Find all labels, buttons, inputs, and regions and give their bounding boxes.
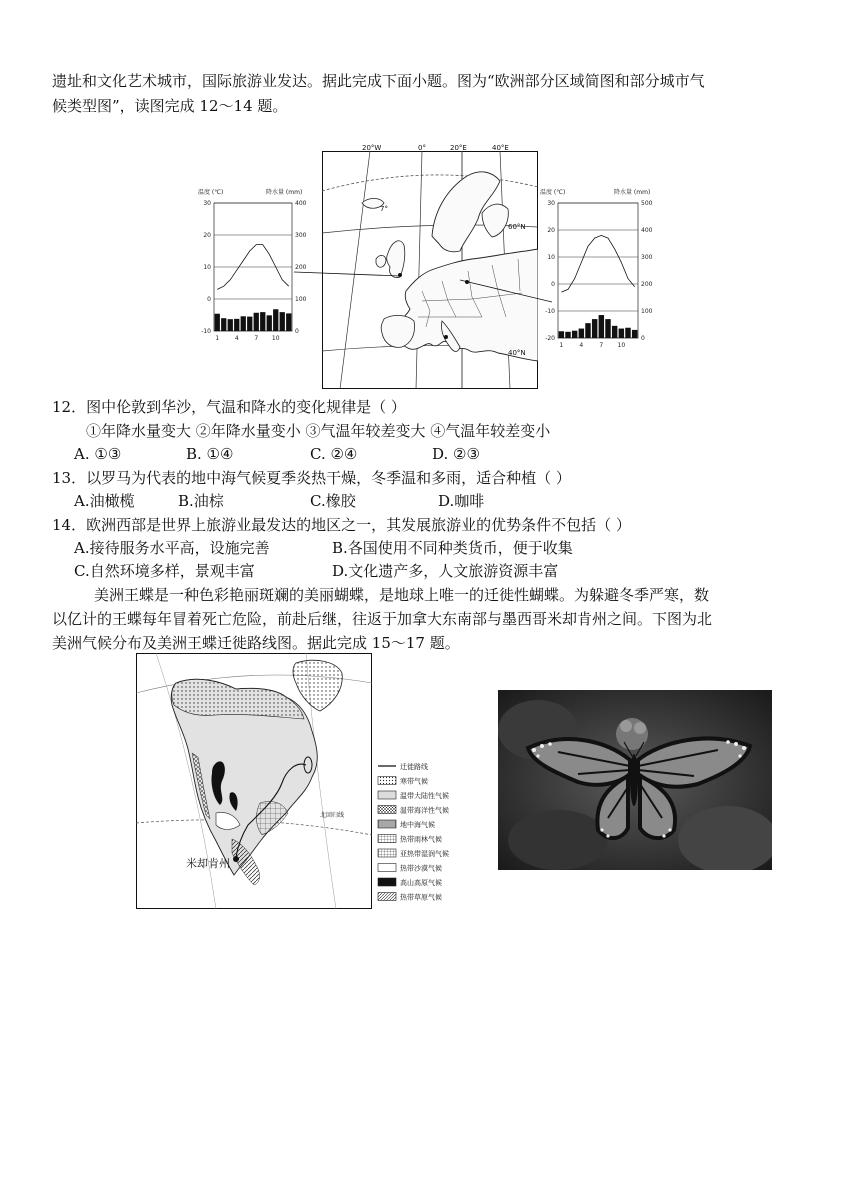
q12-stem: 12．图中伦敦到华沙，气温和降水的变化规律是（ ）	[52, 398, 406, 416]
right-chart-precip-tick: 0	[641, 335, 645, 342]
passage-line-1: 美洲王蝶是一种色彩艳丽斑斓的美丽蝴蝶，是地球上唯一的迁徙性蝴蝶。为躲避冬季严寒，数	[94, 586, 710, 604]
right-chart-temp-tick: 30	[547, 200, 555, 207]
passage-line-3: 美洲气候分布及美洲王蝶迁徙路线图。据此完成 15～17 题。	[52, 634, 460, 652]
left-chart-precip-bar	[234, 319, 239, 331]
right-chart-precip-tick: 200	[641, 281, 653, 288]
left-chart-precip-tick: 400	[295, 200, 307, 207]
left-chart-precip-bar	[286, 313, 291, 331]
q12-option-a: A. ①③	[74, 445, 122, 463]
left-chart-precip-bar	[273, 309, 278, 331]
map-inner-label: 7°	[380, 205, 388, 213]
left-chart-month-tick: 10	[271, 335, 280, 342]
right-chart-temp-tick: -10	[545, 308, 555, 315]
left-chart-temp-tick: 0	[207, 296, 211, 303]
q13-option-a: A.油橄榄	[74, 492, 135, 510]
right-chart-precip-bar	[625, 328, 630, 338]
left-precip-axis-label: 降水量 (mm)	[266, 189, 303, 196]
legend-label: 亚热带湿润气候	[400, 850, 449, 858]
right-chart-precip-bar	[612, 326, 617, 338]
left-chart-precip-tick: 200	[295, 264, 307, 271]
right-chart-precip-tick: 300	[641, 254, 653, 261]
lon-label-40e: 40°E	[492, 144, 509, 152]
left-chart-month-tick: 4	[234, 335, 239, 342]
passage-line-2: 以亿计的王蝶每年冒着死亡危险，前赴后继，往返于加拿大东南部与墨西哥米却肯州之间。下图为北	[52, 610, 713, 628]
right-chart-precip-bar	[632, 330, 637, 338]
tropic-label: 北回归线	[320, 812, 345, 819]
left-chart-precip-bar	[267, 315, 272, 331]
q14-stem: 14．欧洲西部是世界上旅游业最发达的地区之一，其发展旅游业的优势条件不包括（ ）	[52, 516, 631, 534]
right-chart-temp-line	[561, 235, 634, 292]
legend-swatch	[378, 893, 396, 901]
lat-label-40n: 40°N	[508, 349, 526, 357]
left-chart-temp-tick: -10	[201, 328, 211, 335]
right-chart-month-tick: 1	[559, 342, 564, 348]
q14-option-a: A.接待服务水平高，设施完善	[74, 539, 270, 557]
legend-swatch	[378, 864, 396, 872]
right-precip-axis-label: 降水量 (mm)	[614, 189, 651, 196]
legend-label: 热带草原气候	[400, 893, 442, 902]
q12-option-c: C. ②④	[310, 445, 358, 463]
left-chart-precip-bar	[228, 319, 233, 331]
right-temp-axis-label: 温度 (℃)	[540, 189, 566, 196]
michoacan-label: 米却肯州	[186, 857, 230, 870]
left-chart-precip-bar	[254, 313, 259, 331]
left-chart-temp-tick: 30	[203, 200, 211, 207]
north-america-map	[136, 653, 372, 909]
legend-swatch	[378, 791, 396, 799]
left-chart-precip-tick: 0	[295, 328, 299, 335]
right-chart-precip-bar	[585, 323, 590, 338]
right-chart-precip-bar	[565, 332, 570, 338]
right-chart-temp-tick: -20	[545, 335, 555, 342]
legend-label: 寒带气候	[400, 777, 428, 786]
q13-option-c: C.橡胶	[310, 492, 356, 510]
left-chart-precip-bar	[280, 312, 285, 331]
right-chart-temp-tick: 0	[551, 281, 555, 288]
legend-swatch	[378, 835, 396, 843]
climate-legend	[376, 758, 492, 908]
right-chart-plot-frame	[558, 203, 638, 338]
left-chart-precip-bar	[221, 318, 226, 331]
left-chart-precip-bar	[260, 312, 265, 331]
intro-line-2: 候类型图”，读图完成 12～14 题。	[52, 97, 288, 115]
legend-label: 温带大陆性气候	[400, 792, 449, 800]
right-chart-precip-tick: 500	[641, 200, 653, 207]
connector-lines	[290, 260, 560, 310]
left-chart-month-tick: 7	[254, 335, 259, 342]
lat-label-60n: 60°N	[508, 223, 526, 231]
right-chart-precip-tick: 100	[641, 308, 653, 315]
right-chart-precip-bar	[599, 315, 604, 338]
left-chart-precip-tick: 300	[295, 232, 307, 239]
right-chart-precip-bar	[605, 319, 610, 338]
left-chart-precip-tick: 100	[295, 296, 307, 303]
legend-label: 热带雨林气候	[400, 835, 442, 844]
left-chart-temp-tick: 10	[203, 264, 211, 271]
right-chart-temp-tick: 10	[547, 254, 555, 261]
left-temp-axis-label: 温度 (℃)	[198, 189, 224, 196]
right-chart-precip-bar	[619, 329, 624, 338]
intro-line-1: 遗址和文化艺术城市，国际旅游业发达。据此完成下面小题。图为“欧洲部分区域简图和部分城市气	[52, 72, 705, 90]
legend-swatch	[378, 806, 396, 814]
right-chart-precip-tick: 400	[641, 227, 653, 234]
legend-label: 温带海洋性气候	[400, 806, 449, 815]
right-chart-month-tick: 10	[617, 342, 626, 348]
lon-label-0: 0°	[418, 144, 426, 152]
lon-label-20e: 20°E	[450, 144, 467, 152]
q13-option-d: D.咖啡	[438, 492, 485, 510]
right-chart-precip-bar	[559, 331, 564, 338]
left-chart-temp-tick: 20	[203, 232, 211, 239]
q14-option-d: D.文化遗产多，人文旅游资源丰富	[332, 562, 559, 580]
q12-option-b: B. ①④	[186, 445, 234, 463]
right-climate-chart	[538, 186, 660, 348]
legend-swatch	[378, 777, 396, 785]
right-chart-month-tick: 7	[599, 342, 604, 348]
q13-stem: 13．以罗马为代表的地中海气候夏季炎热干燥，冬季温和多雨，适合种植（ ）	[52, 469, 571, 487]
legend-label: 高山高原气候	[400, 879, 442, 887]
legend-swatch	[378, 878, 396, 886]
legend-label: 迁徙路线	[400, 763, 428, 771]
q14-option-c: C.自然环境多样，景观丰富	[74, 562, 255, 580]
left-chart-month-tick: 1	[215, 335, 220, 342]
legend-swatch	[378, 849, 396, 857]
lon-label-20w: 20°W	[362, 144, 382, 152]
right-chart-precip-bar	[572, 331, 577, 338]
right-chart-month-tick: 4	[579, 342, 584, 348]
right-chart-precip-bar	[592, 319, 597, 338]
legend-swatch	[378, 820, 396, 828]
q12-items: ①年降水量变大 ②年降水量变小 ③气温年较差变大 ④气温年较差变小	[86, 422, 551, 440]
right-chart-precip-bar	[579, 329, 584, 338]
right-chart-temp-tick: 20	[547, 227, 555, 234]
monarch-butterfly-photo	[498, 690, 772, 870]
legend-label: 热带沙漠气候	[400, 864, 442, 873]
q14-option-b: B.各国使用不同种类货币，便于收集	[332, 539, 573, 557]
left-chart-precip-bar	[241, 316, 246, 331]
left-chart-precip-bar	[247, 317, 252, 331]
q13-option-b: B.油棕	[178, 492, 224, 510]
legend-label: 地中海气候	[400, 821, 435, 829]
left-chart-precip-bar	[215, 314, 220, 331]
q12-option-d: D. ②③	[432, 445, 480, 463]
